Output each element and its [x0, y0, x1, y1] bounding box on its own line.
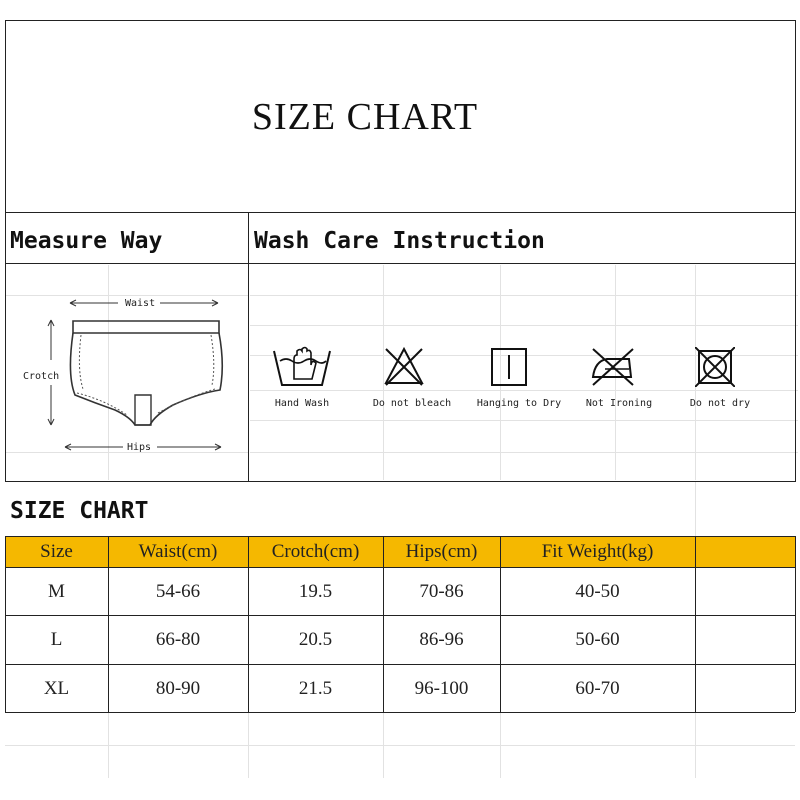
crotch-label: Crotch — [23, 371, 60, 382]
border-line — [5, 263, 796, 264]
hang-dry-icon — [490, 347, 528, 387]
col-header-fit-weight: Fit Weight(kg) — [541, 541, 654, 562]
hand-wash-label: Hand Wash — [274, 398, 330, 409]
table-cell: 96-100 — [414, 678, 469, 699]
border-line — [795, 20, 796, 481]
table-cell: 80-90 — [155, 678, 201, 699]
col-header-waist: Waist(cm) — [138, 541, 218, 562]
col-header-crotch: Crotch(cm) — [271, 541, 360, 562]
border-line — [5, 20, 6, 481]
grid-line — [250, 420, 798, 421]
hips-label: Hips — [127, 442, 152, 453]
do-not-bleach-label: Do not bleach — [372, 398, 452, 409]
grid-line — [248, 712, 249, 778]
measure-diagram — [15, 285, 243, 460]
table-cell: 70-86 — [419, 581, 464, 602]
no-ironing-icon — [587, 345, 637, 387]
do-not-dry-icon — [695, 347, 735, 387]
wash-care-title: Wash Care Instruction — [254, 228, 545, 254]
border-line — [248, 212, 249, 481]
do-not-bleach-icon — [382, 345, 426, 387]
col-header-size: Size — [40, 541, 73, 562]
grid-line — [500, 712, 501, 778]
border-line — [5, 212, 796, 213]
table-cell: 50-60 — [575, 629, 620, 650]
grid-line — [5, 745, 795, 746]
do-not-dry-label: Do not dry — [689, 398, 751, 409]
table-cell: 40-50 — [575, 581, 620, 602]
border-line — [5, 20, 796, 21]
grid-line — [250, 452, 798, 453]
table-cell: XL — [43, 678, 70, 699]
hang-dry-label: Hanging to Dry — [476, 398, 562, 409]
page-title: SIZE CHART — [251, 96, 479, 138]
table-cell: 20.5 — [298, 629, 333, 650]
grid-line — [250, 295, 798, 296]
border-line — [5, 536, 795, 537]
size-chart-title: SIZE CHART — [10, 498, 149, 524]
table-cell: L — [50, 629, 63, 650]
table-cell: 60-70 — [575, 678, 620, 699]
table-cell: 21.5 — [298, 678, 333, 699]
grid-line — [250, 325, 798, 326]
hand-wash-icon — [272, 345, 332, 390]
grid-line — [250, 390, 798, 391]
no-ironing-label: Not Ironing — [585, 398, 653, 409]
grid-line — [695, 482, 696, 537]
border-line — [695, 536, 696, 712]
col-header-hips: Hips(cm) — [405, 541, 478, 562]
table-cell: 19.5 — [298, 581, 333, 602]
grid-line — [108, 712, 109, 778]
table-cell: M — [48, 581, 65, 602]
table-cell: 54-66 — [155, 581, 201, 602]
waist-label: Waist — [125, 298, 156, 309]
border-line — [795, 536, 796, 712]
measure-way-title: Measure Way — [10, 228, 163, 254]
grid-line — [695, 712, 696, 778]
table-cell: 66-80 — [155, 629, 201, 650]
border-line — [5, 481, 796, 482]
grid-line — [383, 712, 384, 778]
table-cell: 86-96 — [419, 629, 464, 650]
